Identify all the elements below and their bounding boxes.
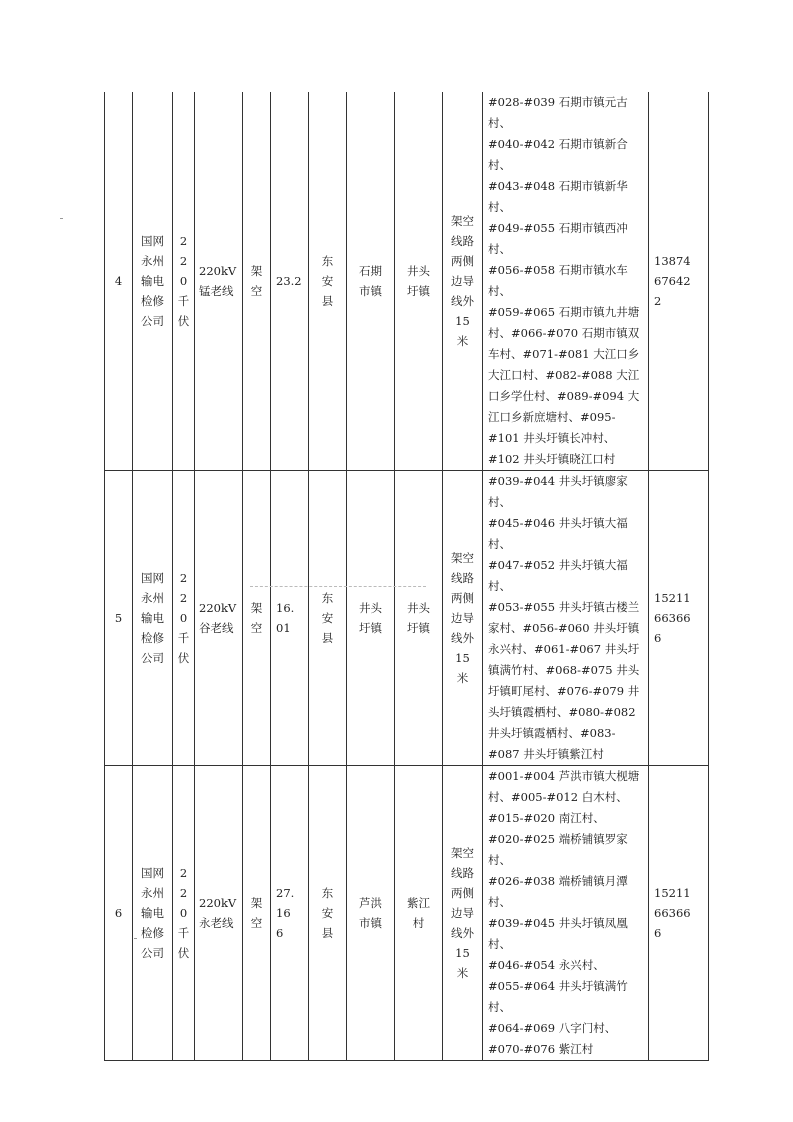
maintenance-unit: 国网永州输电检修公司 [140,866,164,960]
contact-phone: 15211663666 [654,886,691,940]
row-number: 4 [105,92,133,471]
tower-section-list: #001-#004 芦洪市镇大枧塘村、#005-#012 白木村、 #015-#020 南江村、 #020-#025 端桥铺镇罗家村、 #026-#038 端桥铺镇月潭村、 #039-#045 井头圩镇凤凰村、 #046-#054 永兴村、 #055-#064 井头圩镇满竹村、 #064-#069 八字门村、 #070-#076 紫江村 [488,769,640,1056]
table-row [105,766,709,1061]
line-name: 220kV锰老线 [199,264,237,298]
tower-section-list: #028-#039 石期市镇元古村、 #040-#042 石期市镇新合村、 #043-#048 石期市镇新华村、 #049-#055 石期市镇西冲村、 #056-#058 石期市镇水车村、 #059-#065 石期市镇九井塘村、#066-#070 石期市镇双车村、#071-#081 大江口乡大江口村、#082-#088 大江口乡学仕村、#089-#094 大江口乡新庶塘村、#095-#101 井头圩镇长冲村、#102 井头圩镇晓江口村 [488,95,640,466]
row-number: 5 [105,471,133,766]
voltage-level: 220千伏 [177,234,190,328]
county: 东安县 [321,254,334,308]
scan-speck [60,218,63,219]
protection-range: 架空线路两侧边导线外15米 [450,214,474,348]
line-length: 16.01 [276,601,295,635]
table-row [105,471,709,766]
start-town: 石期市镇 [358,264,382,298]
power-line-table [104,92,709,1061]
table-row [105,92,709,471]
end-town: 井头圩镇 [406,601,430,635]
scan-artifact-line [250,586,426,587]
contact-phone: 13874676422 [654,254,691,308]
end-town: 紫江村 [406,896,430,930]
line-name: 220kV谷老线 [199,601,237,635]
voltage-level: 220千伏 [177,571,190,665]
line-length: 27.166 [276,886,295,940]
laying-type: 架空 [250,264,263,298]
county: 东安县 [321,591,334,645]
tower-section-list: #039-#044 井头圩镇廖家村、 #045-#046 井头圩镇大福村、 #047-#052 井头圩镇大福村、 #053-#055 井头圩镇古楼兰家村、#056-#060 井头圩镇永兴村、#061-#067 井头圩镇满竹村、#068-#075 井头圩镇町尾村、#076-#079 井头圩镇霞栖村、#080-#082 井头圩镇霞栖村、#083-#087 井头圩镇紫江村 [488,474,640,761]
maintenance-unit: 国网永州输电检修公司 [140,234,164,328]
start-town: 井头圩镇 [358,601,382,635]
county: 东安县 [321,886,334,940]
contact-phone: 15211663666 [654,591,691,645]
protection-range: 架空线路两侧边导线外15米 [450,551,474,685]
row-number: 6 [105,766,133,1061]
scan-speck [134,938,137,939]
line-name: 220kV永老线 [199,896,237,930]
maintenance-unit: 国网永州输电检修公司 [140,571,164,665]
protection-range: 架空线路两侧边导线外15米 [450,846,474,980]
voltage-level: 220千伏 [177,866,190,960]
start-town: 芦洪市镇 [358,896,382,930]
laying-type: 架空 [250,896,263,930]
end-town: 井头圩镇 [406,264,430,298]
line-length: 23.2 [271,92,309,471]
laying-type: 架空 [250,601,263,635]
